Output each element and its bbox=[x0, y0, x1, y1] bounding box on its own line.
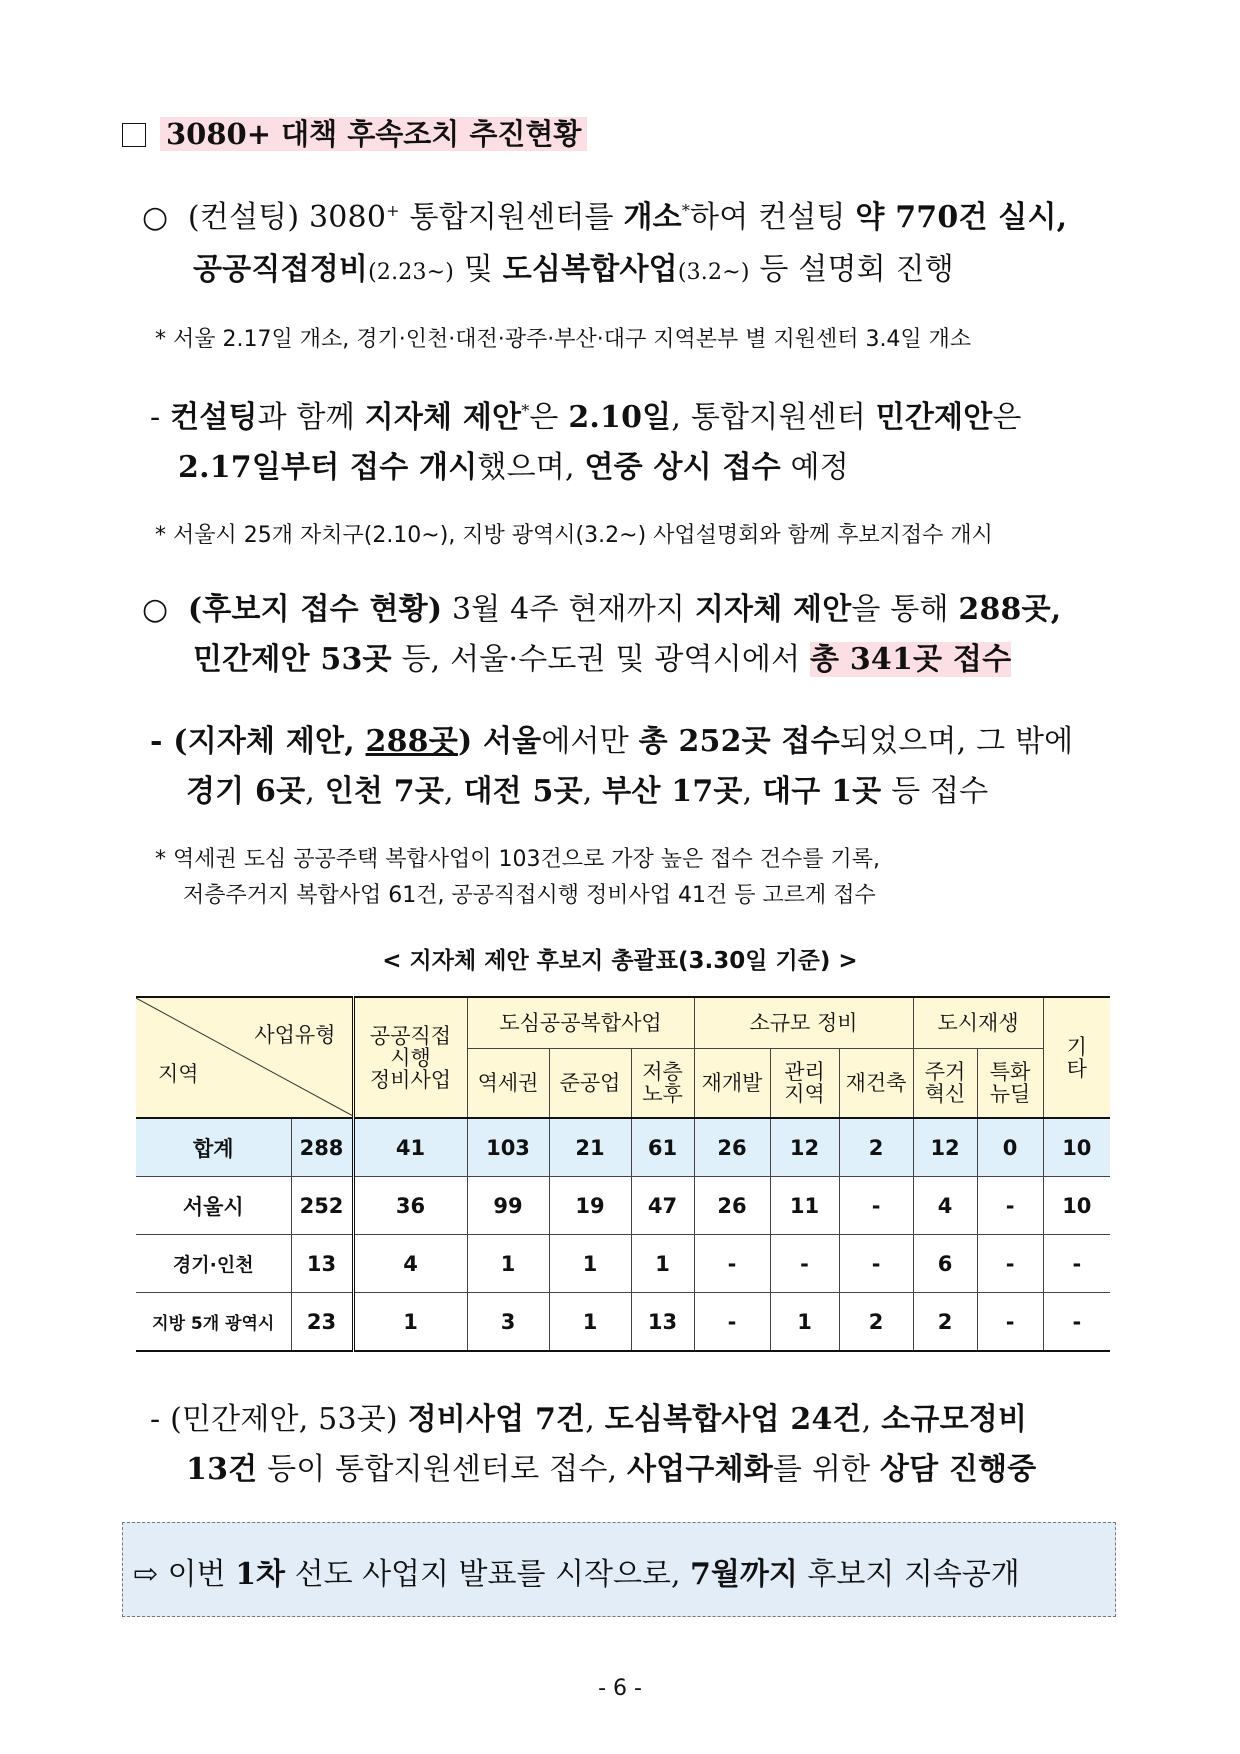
table-caption: < 지자체 제안 후보지 총괄표(3.30일 기준) > bbox=[382, 948, 858, 974]
value-cell: - bbox=[770, 1235, 839, 1293]
value-cell: 103 bbox=[467, 1118, 549, 1177]
subheader: 재개발 bbox=[694, 1049, 770, 1119]
header-dosim: 도심공공복합사업 bbox=[467, 997, 694, 1049]
value-cell: 2 bbox=[913, 1293, 977, 1352]
section-title: 3080+ 대책 후속조치 추진현황 bbox=[122, 112, 587, 153]
subheader: 관리 지역 bbox=[770, 1049, 839, 1119]
value-cell: 10 bbox=[1043, 1177, 1110, 1235]
value-cell: 0 bbox=[977, 1118, 1043, 1177]
bullet-circle: ○ bbox=[142, 200, 169, 235]
value-cell: 4 bbox=[913, 1177, 977, 1235]
subheader: 역세권 bbox=[467, 1049, 549, 1119]
value-cell: 6 bbox=[913, 1235, 977, 1293]
value-cell: 99 bbox=[467, 1177, 549, 1235]
subheader: 저층 노후 bbox=[631, 1049, 694, 1119]
value-cell: 2 bbox=[839, 1293, 913, 1352]
value-cell: 21 bbox=[549, 1118, 631, 1177]
value-cell: 1 bbox=[549, 1235, 631, 1293]
header-small-scale: 소규모 정비 bbox=[694, 997, 913, 1049]
value-cell: - bbox=[1043, 1293, 1110, 1352]
value-cell: 1 bbox=[631, 1235, 694, 1293]
value-cell: - bbox=[839, 1235, 913, 1293]
header-urban-regen: 도시재생 bbox=[913, 997, 1043, 1049]
table-row bbox=[136, 1293, 1110, 1352]
corner-top-label: 사업유형 bbox=[254, 1023, 336, 1047]
value-cell: 19 bbox=[549, 1177, 631, 1235]
para2-line1: - 컨설팅과 함께 지자체 제안*은 2.10일, 통합지원센터 민간제안은 bbox=[150, 400, 1022, 435]
checkbox-square-icon bbox=[122, 123, 146, 147]
subheader: 특화 뉴딜 bbox=[977, 1049, 1043, 1119]
region-cell: 지방 5개 광역시 bbox=[136, 1293, 291, 1352]
value-cell: 12 bbox=[770, 1118, 839, 1177]
table-row bbox=[136, 1177, 1110, 1235]
value-cell: 26 bbox=[694, 1177, 770, 1235]
value-cell: 1 bbox=[353, 1293, 467, 1352]
value-cell: - bbox=[1043, 1235, 1110, 1293]
total-cell: 288 bbox=[291, 1118, 353, 1177]
summary-table bbox=[136, 996, 1110, 1352]
note1: * 서울 2.17일 개소, 경기·인천·대전·광주·부산·대구 지역본부 별 지원센터 3.4일 개소 bbox=[155, 327, 972, 352]
value-cell: 10 bbox=[1043, 1118, 1110, 1177]
total-cell: 13 bbox=[291, 1235, 353, 1293]
page-number: - 6 - bbox=[598, 1676, 642, 1701]
value-cell: 26 bbox=[694, 1118, 770, 1177]
total-highlight: 총 341곳 접수 bbox=[810, 642, 1012, 677]
para2-line2: 2.17일부터 접수 개시했으며, 연중 상시 접수 예정 bbox=[178, 450, 849, 485]
subheader: 주거 혁신 bbox=[913, 1049, 977, 1119]
value-cell: 13 bbox=[631, 1293, 694, 1352]
corner-diagonal-line bbox=[136, 998, 353, 1116]
para5-line2: 13건 등이 통합지원센터로 접수, 사업구체화를 위한 상담 진행중 bbox=[186, 1452, 1037, 1487]
value-cell: 11 bbox=[770, 1177, 839, 1235]
para1-line2: 공공직접정비(2.23~) 및 도심복합사업(3.2~) 등 설명회 진행 bbox=[193, 252, 954, 287]
para1-line1: ○ (컨설팅) 3080+ 통합지원센터를 개소*하여 컨설팅 약 770건 실시, bbox=[142, 200, 1068, 235]
value-cell: - bbox=[977, 1293, 1043, 1352]
table-row-total bbox=[136, 1118, 1110, 1177]
value-cell: 47 bbox=[631, 1177, 694, 1235]
corner-bottom-label: 지역 bbox=[158, 1062, 199, 1086]
value-cell: - bbox=[694, 1235, 770, 1293]
para3-line1: ○ (후보지 접수 현황) 3월 4주 현재까지 지자체 제안을 통해 288곳, bbox=[142, 592, 1062, 627]
region-cell: 합계 bbox=[136, 1118, 291, 1177]
header-etc: 기 타 bbox=[1043, 997, 1110, 1118]
para4-line1: - (지자체 제안, 288곳) 서울에서만 총 252곳 접수되었으며, 그 밖에 bbox=[150, 724, 1074, 759]
region-cell: 경기·인천 bbox=[136, 1235, 291, 1293]
value-cell: 4 bbox=[353, 1235, 467, 1293]
subheader: 재건축 bbox=[839, 1049, 913, 1119]
value-cell: 3 bbox=[467, 1293, 549, 1352]
note3-line1: * 역세권 도심 공공주택 복합사업이 103건으로 가장 높은 접수 건수를 기록, bbox=[155, 847, 880, 872]
total-cell: 252 bbox=[291, 1177, 353, 1235]
total-cell: 23 bbox=[291, 1293, 353, 1352]
value-cell: - bbox=[694, 1293, 770, 1352]
para4-line2: 경기 6곳, 인천 7곳, 대전 5곳, 부산 17곳, 대구 1곳 등 접수 bbox=[186, 774, 989, 809]
callout-text: ⇨ 이번 1차 선도 사업지 발표를 시작으로, 7월까지 후보지 지속공개 bbox=[133, 1557, 1020, 1592]
para5-line1: - (민간제안, 53곳) 정비사업 7건, 도심복합사업 24건, 소규모정비 bbox=[150, 1402, 1028, 1437]
value-cell: 1 bbox=[549, 1293, 631, 1352]
value-cell: 36 bbox=[353, 1177, 467, 1235]
region-cell: 서울시 bbox=[136, 1177, 291, 1235]
value-cell: 2 bbox=[839, 1118, 913, 1177]
value-cell: - bbox=[977, 1177, 1043, 1235]
corner-header bbox=[136, 997, 353, 1118]
arrow-right-icon: ⇨ bbox=[133, 1557, 159, 1592]
callout-box bbox=[122, 1522, 1116, 1617]
value-cell: 41 bbox=[353, 1118, 467, 1177]
note2: * 서울시 25개 자치구(2.10~), 지방 광역시(3.2~) 사업설명회와 함께 후보지접수 개시 bbox=[155, 523, 993, 548]
value-cell: 1 bbox=[467, 1235, 549, 1293]
header-public-direct: 공공직접 시행 정비사업 bbox=[353, 997, 467, 1118]
value-cell: 12 bbox=[913, 1118, 977, 1177]
value-cell: 1 bbox=[770, 1293, 839, 1352]
value-cell: 61 bbox=[631, 1118, 694, 1177]
para3-line2: 민간제안 53곳 등, 서울·수도권 및 광역시에서 총 341곳 접수 bbox=[193, 642, 1012, 677]
table-row bbox=[136, 1235, 1110, 1293]
value-cell: - bbox=[977, 1235, 1043, 1293]
bullet-circle: ○ bbox=[142, 592, 169, 627]
subheader: 준공업 bbox=[549, 1049, 631, 1119]
note3-line2: 저층주거지 복합사업 61건, 공공직접시행 정비사업 41건 등 고르게 접수 bbox=[183, 883, 876, 908]
value-cell: - bbox=[839, 1177, 913, 1235]
